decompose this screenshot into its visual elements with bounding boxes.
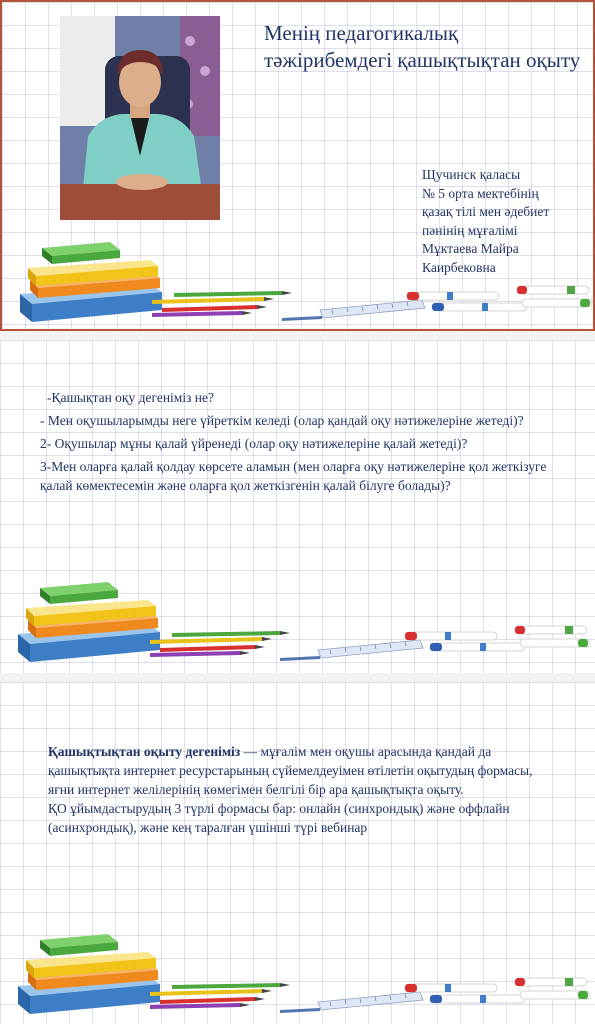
question-item: 2- Оқушылар мұны қалай үйренеді (олар оқу нәтижелеріне қалай жетеді)? <box>40 436 468 451</box>
school-supplies-decoration <box>2 212 595 331</box>
question-item: -Қашықтан оқу дегеніміз не? <box>47 390 215 405</box>
slide-definition <box>0 682 595 1024</box>
question-item: 3-Мен оларға қалай қолдау көрсете аламын (мен оларға оқу нәтижелеріне қол жеткізуге қалай көмектесемін және оларға қол жеткізгенін қалай білуге болады)? <box>40 459 547 493</box>
definition-body: — мұғалім мен оқушы арасында қандай да қашықтықта интернет ресурстарының сүйемелдеуімен өтілетін оқытудың формасы, яғни интернет желілерінің көмегімен белгілі бір ара қашықтықта оқыту. <box>48 744 533 797</box>
teacher-photo <box>60 16 220 220</box>
slide-title <box>0 0 595 331</box>
definition-paragraph <box>48 742 558 799</box>
author-line: Мұктаева Майра <box>422 241 519 256</box>
author-line: Каирбековна <box>422 259 496 275</box>
author-line: пәнінің мұғалімі <box>422 222 518 238</box>
definition-term: Қашықтықтан оқыту дегеніміз <box>48 744 241 759</box>
slide-questions <box>0 340 595 673</box>
forms-paragraph: ҚО ұйымдастырудың 3 түрлі формасы бар: онлайн (синхрондық) және оффлайн (асинхрондық), және кең таралған үшінші түрі вебинар <box>48 801 510 835</box>
author-line: Щучинск қаласы <box>422 167 521 182</box>
question-item: - Мен оқушыларымды неге үйреткім келеді (олар қандай оқу нәтижелеріне жетеді)? <box>40 413 524 428</box>
school-supplies-decoration <box>0 904 595 1024</box>
school-supplies-decoration <box>0 552 595 672</box>
slide-title-text: Менің педагогикалық тәжірибемдегі қашықтықтан оқыту <box>264 21 581 72</box>
author-line: № 5 орта мектебінің <box>422 185 539 201</box>
definition-text <box>48 742 558 837</box>
author-line: қазақ тілі мен әдебиет <box>422 204 550 219</box>
questions-list <box>40 388 560 499</box>
